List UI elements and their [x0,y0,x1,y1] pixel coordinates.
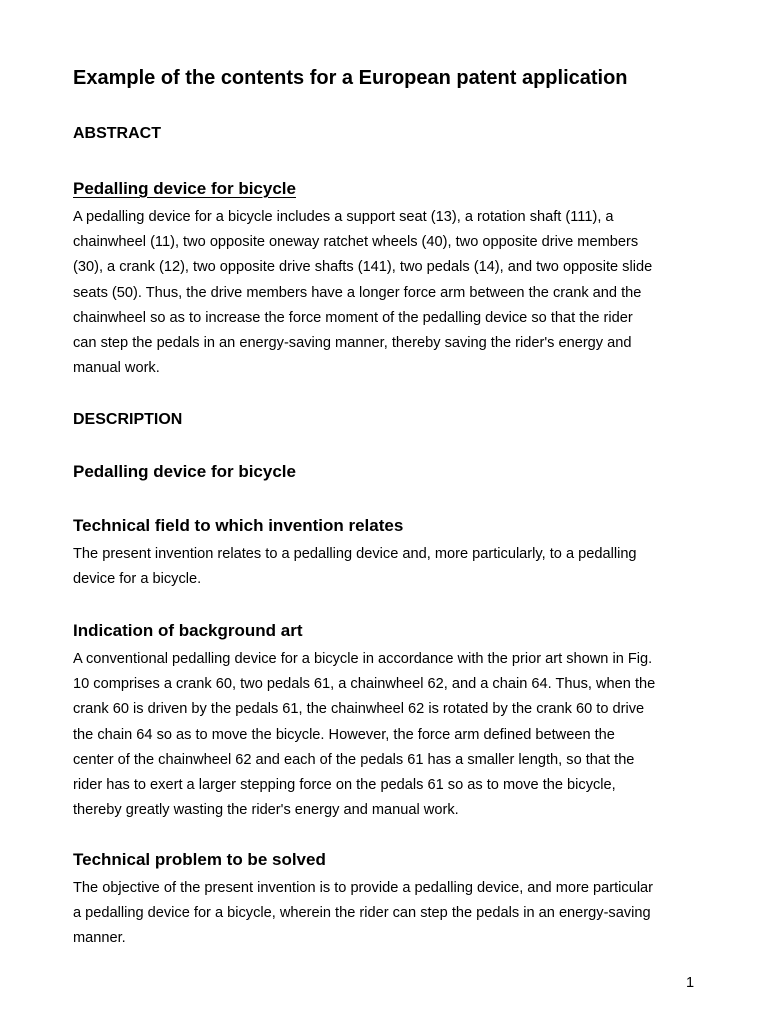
background-paragraph [73,647,698,823]
abstract-line: seats (50). Thus, the drive members have a longer force arm between the crank and the [73,284,642,301]
background-line: center of the chainwheel 62 and each of the pedals 61 has a smaller length, so that the [73,751,635,768]
background-line: the chain 64 so as to move the bicycle. However, the force arm defined between the [73,726,615,743]
problem-heading: Technical problem to be solved [73,850,326,869]
background-heading: Indication of background art [73,621,303,640]
description-heading: DESCRIPTION [73,411,183,428]
description-subtitle: Pedalling device for bicycle [73,462,296,481]
abstract-line: can step the pedals in an energy-saving manner, thereby saving the rider's energy and [73,335,632,352]
background-line: thereby greatly wasting the rider's energy and manual work. [73,802,459,819]
abstract-line: manual work. [73,360,160,377]
problem-line: a pedalling device for a bicycle, wherein the rider can step the pedals in an energy-saving [73,905,651,922]
tech-field-line: device for a bicycle. [73,571,202,588]
abstract-line: A pedalling device for a bicycle includes a support seat (13), a rotation shaft (111), a [73,209,614,225]
tech-field-heading: Technical field to which invention relates [73,516,404,535]
problem-line: The objective of the present invention is to provide a pedalling device, and more particular [73,880,654,896]
abstract-line: (30), a crank (12), two opposite drive shafts (141), two pedals (14), and two opposite slide [73,259,653,276]
abstract-subtitle: Pedalling device for bicycle [73,179,296,198]
abstract-line: chainwheel so as to increase the force moment of the pedalling device so that the rider [73,309,633,326]
background-line: 10 comprises a crank 60, two pedals 61, a chainwheel 62, and a chain 64. Thus, when the [73,676,656,693]
tech-field-paragraph [73,542,698,592]
problem-paragraph [73,876,698,952]
abstract-heading: ABSTRACT [73,125,161,142]
background-line: crank 60 is driven by the pedals 61, the chainwheel 62 is rotated by the crank 60 to drive [73,701,645,718]
page-number: 1 [686,975,695,991]
background-line: A conventional pedalling device for a bicycle in accordance with the prior art shown in Fig. [73,651,653,667]
tech-field-line: The present invention relates to a pedalling device and, more particularly, to a pedalling [73,546,637,562]
abstract-line: chainwheel (11), two opposite oneway ratchet wheels (40), two opposite drive members [73,234,639,251]
document-title: Example of the contents for a European patent application [73,67,628,89]
abstract-paragraph [73,205,698,381]
background-line: rider has to exert a larger stepping force on the pedals 61 so as to move the bicycle, [73,777,616,794]
problem-line: manner. [73,930,126,947]
